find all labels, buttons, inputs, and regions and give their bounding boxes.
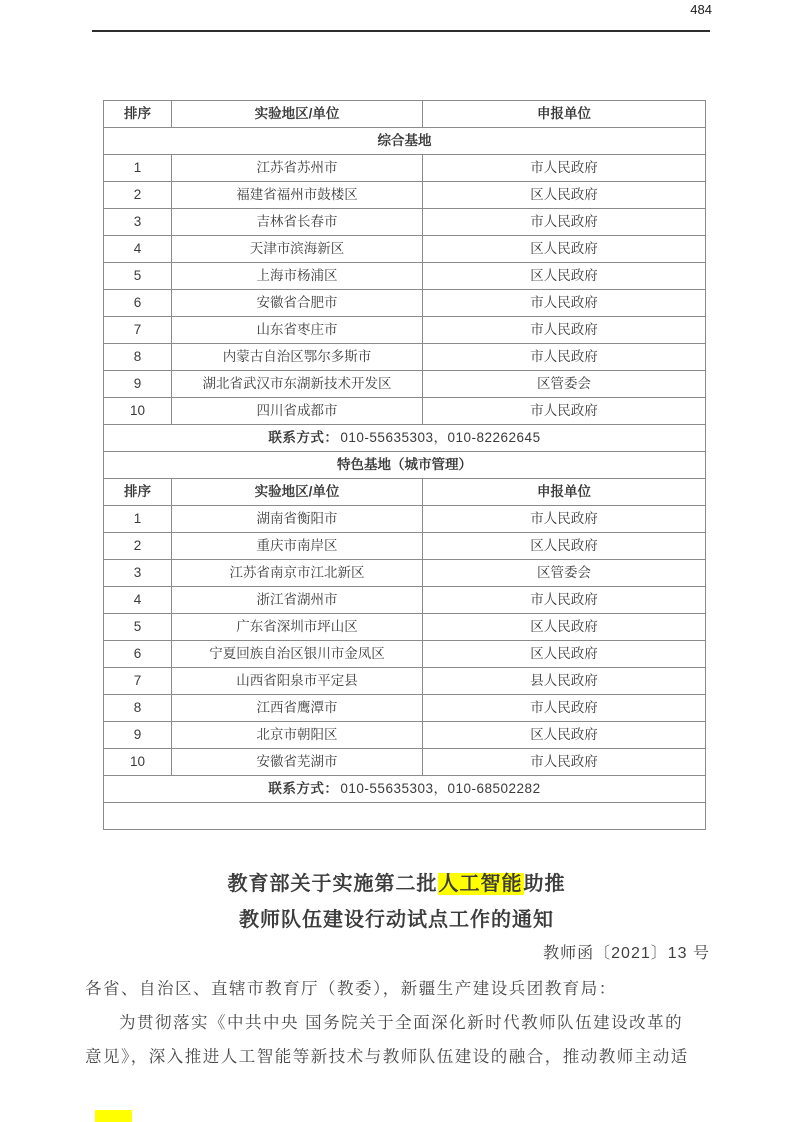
table-cell: 区人民政府 <box>423 722 706 749</box>
table-cell: 北京市朝阳区 <box>172 722 423 749</box>
table-row <box>104 668 706 695</box>
table-row <box>104 236 706 263</box>
table-cell: 10 <box>104 749 172 776</box>
table-row <box>104 263 706 290</box>
table-row <box>104 344 706 371</box>
title-highlight: 人工智能 <box>438 873 523 895</box>
table-cell: 2 <box>104 182 172 209</box>
table-cell: 江苏省南京市江北新区 <box>172 560 423 587</box>
table-row <box>104 533 706 560</box>
table-row <box>104 425 706 452</box>
table-cell: 区管委会 <box>423 560 706 587</box>
table-row <box>104 803 706 830</box>
table-row <box>104 155 706 182</box>
table-row <box>104 128 706 155</box>
table-row <box>104 614 706 641</box>
table-cell: 7 <box>104 317 172 344</box>
table-cell: 市人民政府 <box>423 695 706 722</box>
table-row <box>104 317 706 344</box>
table-cell: 区人民政府 <box>423 263 706 290</box>
table-row <box>104 182 706 209</box>
table-cell: 安徽省合肥市 <box>172 290 423 317</box>
table-cell: 5 <box>104 614 172 641</box>
table-cell: 8 <box>104 344 172 371</box>
table-row <box>104 587 706 614</box>
table-cell: 市人民政府 <box>423 317 706 344</box>
table-cell: 1 <box>104 506 172 533</box>
table-cell: 市人民政府 <box>423 290 706 317</box>
table-cell: 宁夏回族自治区银川市金凤区 <box>172 641 423 668</box>
table-row <box>104 398 706 425</box>
table-cell: 市人民政府 <box>423 209 706 236</box>
table-cell: 市人民政府 <box>423 506 706 533</box>
table-cell: 区人民政府 <box>423 182 706 209</box>
table-row <box>104 641 706 668</box>
table-cell: 市人民政府 <box>423 398 706 425</box>
table-cell: 市人民政府 <box>423 587 706 614</box>
table-cell: 1 <box>104 155 172 182</box>
table-cell: 四川省成都市 <box>172 398 423 425</box>
table-row <box>104 101 706 128</box>
column-header-cell: 申报单位 <box>423 101 706 128</box>
notice-title-line2: 教师队伍建设行动试点工作的通知 <box>239 909 554 931</box>
table-cell: 广东省深圳市坪山区 <box>172 614 423 641</box>
column-header-cell: 申报单位 <box>423 479 706 506</box>
table-cell: 区管委会 <box>423 371 706 398</box>
table-cell: 重庆市南岸区 <box>172 533 423 560</box>
table-cell: 区人民政府 <box>423 236 706 263</box>
table-cell: 4 <box>104 587 172 614</box>
table-cell: 市人民政府 <box>423 749 706 776</box>
table-cell: 8 <box>104 695 172 722</box>
table-cell: 3 <box>104 560 172 587</box>
table-row <box>104 371 706 398</box>
table-cell: 福建省福州市鼓楼区 <box>172 182 423 209</box>
column-header-cell: 实验地区/单位 <box>172 479 423 506</box>
table-cell: 内蒙古自治区鄂尔多斯市 <box>172 344 423 371</box>
table-cell: 湖南省衡阳市 <box>172 506 423 533</box>
table-cell: 6 <box>104 641 172 668</box>
table-cell: 4 <box>104 236 172 263</box>
table-cell: 县人民政府 <box>423 668 706 695</box>
table-row <box>104 290 706 317</box>
table-row <box>104 506 706 533</box>
table-cell: 10 <box>104 398 172 425</box>
contact-row-cell: 联系方式： 010-55635303，010-82262645 <box>104 425 706 452</box>
column-header-cell: 排序 <box>104 479 172 506</box>
column-header-cell: 排序 <box>104 101 172 128</box>
contact-row-cell: 联系方式： 010-55635303，010-68502282 <box>104 776 706 803</box>
table-cell: 3 <box>104 209 172 236</box>
table-cell: 5 <box>104 263 172 290</box>
table-cell: 山东省枣庄市 <box>172 317 423 344</box>
section-title-cell: 特色基地（城市管理） <box>104 452 706 479</box>
table-cell: 2 <box>104 533 172 560</box>
table-cell: 市人民政府 <box>423 344 706 371</box>
table-cell: 市人民政府 <box>423 155 706 182</box>
table-cell: 区人民政府 <box>423 614 706 641</box>
table-row <box>104 209 706 236</box>
salutation-line: 各省、自治区、直辖市教育厅（教委），新疆生产建设兵团教育局： <box>85 980 617 998</box>
paragraph-line: 为贯彻落实《中共中央 国务院关于全面深化新时代教师队伍建设改革的 <box>119 1014 684 1032</box>
table-cell: 9 <box>104 371 172 398</box>
notice-title-line1 <box>0 866 793 902</box>
table-row <box>104 479 706 506</box>
contact-label: 联系方式： <box>268 430 339 446</box>
table-row <box>104 749 706 776</box>
paragraph-line: 意见》，深入推进人工智能等新技术与教师队伍建设的融合，推动教师主动适 <box>85 1048 689 1066</box>
table-cell: 6 <box>104 290 172 317</box>
table-cell: 江西省鹰潭市 <box>172 695 423 722</box>
table-cell: 湖北省武汉市东湖新技术开发区 <box>172 371 423 398</box>
table-body <box>104 101 706 830</box>
notice-title <box>0 866 793 938</box>
table-cell: 山西省阳泉市平定县 <box>172 668 423 695</box>
table-cell: 浙江省湖州市 <box>172 587 423 614</box>
document-number: 教师函〔2021〕13 号 <box>543 945 710 962</box>
table-row <box>104 722 706 749</box>
table-row <box>104 560 706 587</box>
page-number: 484 <box>690 2 712 17</box>
pilot-areas-table <box>103 100 706 830</box>
table-cell: 上海市杨浦区 <box>172 263 423 290</box>
spacer-cell <box>104 803 706 830</box>
section-title-cell: 综合基地 <box>104 128 706 155</box>
partial-highlight-fragment <box>95 1110 132 1122</box>
contact-label: 联系方式： <box>268 781 339 797</box>
table-cell: 天津市滨海新区 <box>172 236 423 263</box>
title-text-post: 助推 <box>523 873 566 895</box>
table-cell: 吉林省长春市 <box>172 209 423 236</box>
title-text-pre: 教育部关于实施第二批 <box>227 873 438 895</box>
table-cell: 安徽省芜湖市 <box>172 749 423 776</box>
header-divider <box>92 30 710 32</box>
table-cell: 区人民政府 <box>423 641 706 668</box>
table-cell: 7 <box>104 668 172 695</box>
table-row <box>104 695 706 722</box>
table-cell: 区人民政府 <box>423 533 706 560</box>
table-cell: 江苏省苏州市 <box>172 155 423 182</box>
column-header-cell: 实验地区/单位 <box>172 101 423 128</box>
table-row <box>104 452 706 479</box>
body-text <box>85 972 713 1074</box>
table-cell: 9 <box>104 722 172 749</box>
table-row <box>104 776 706 803</box>
